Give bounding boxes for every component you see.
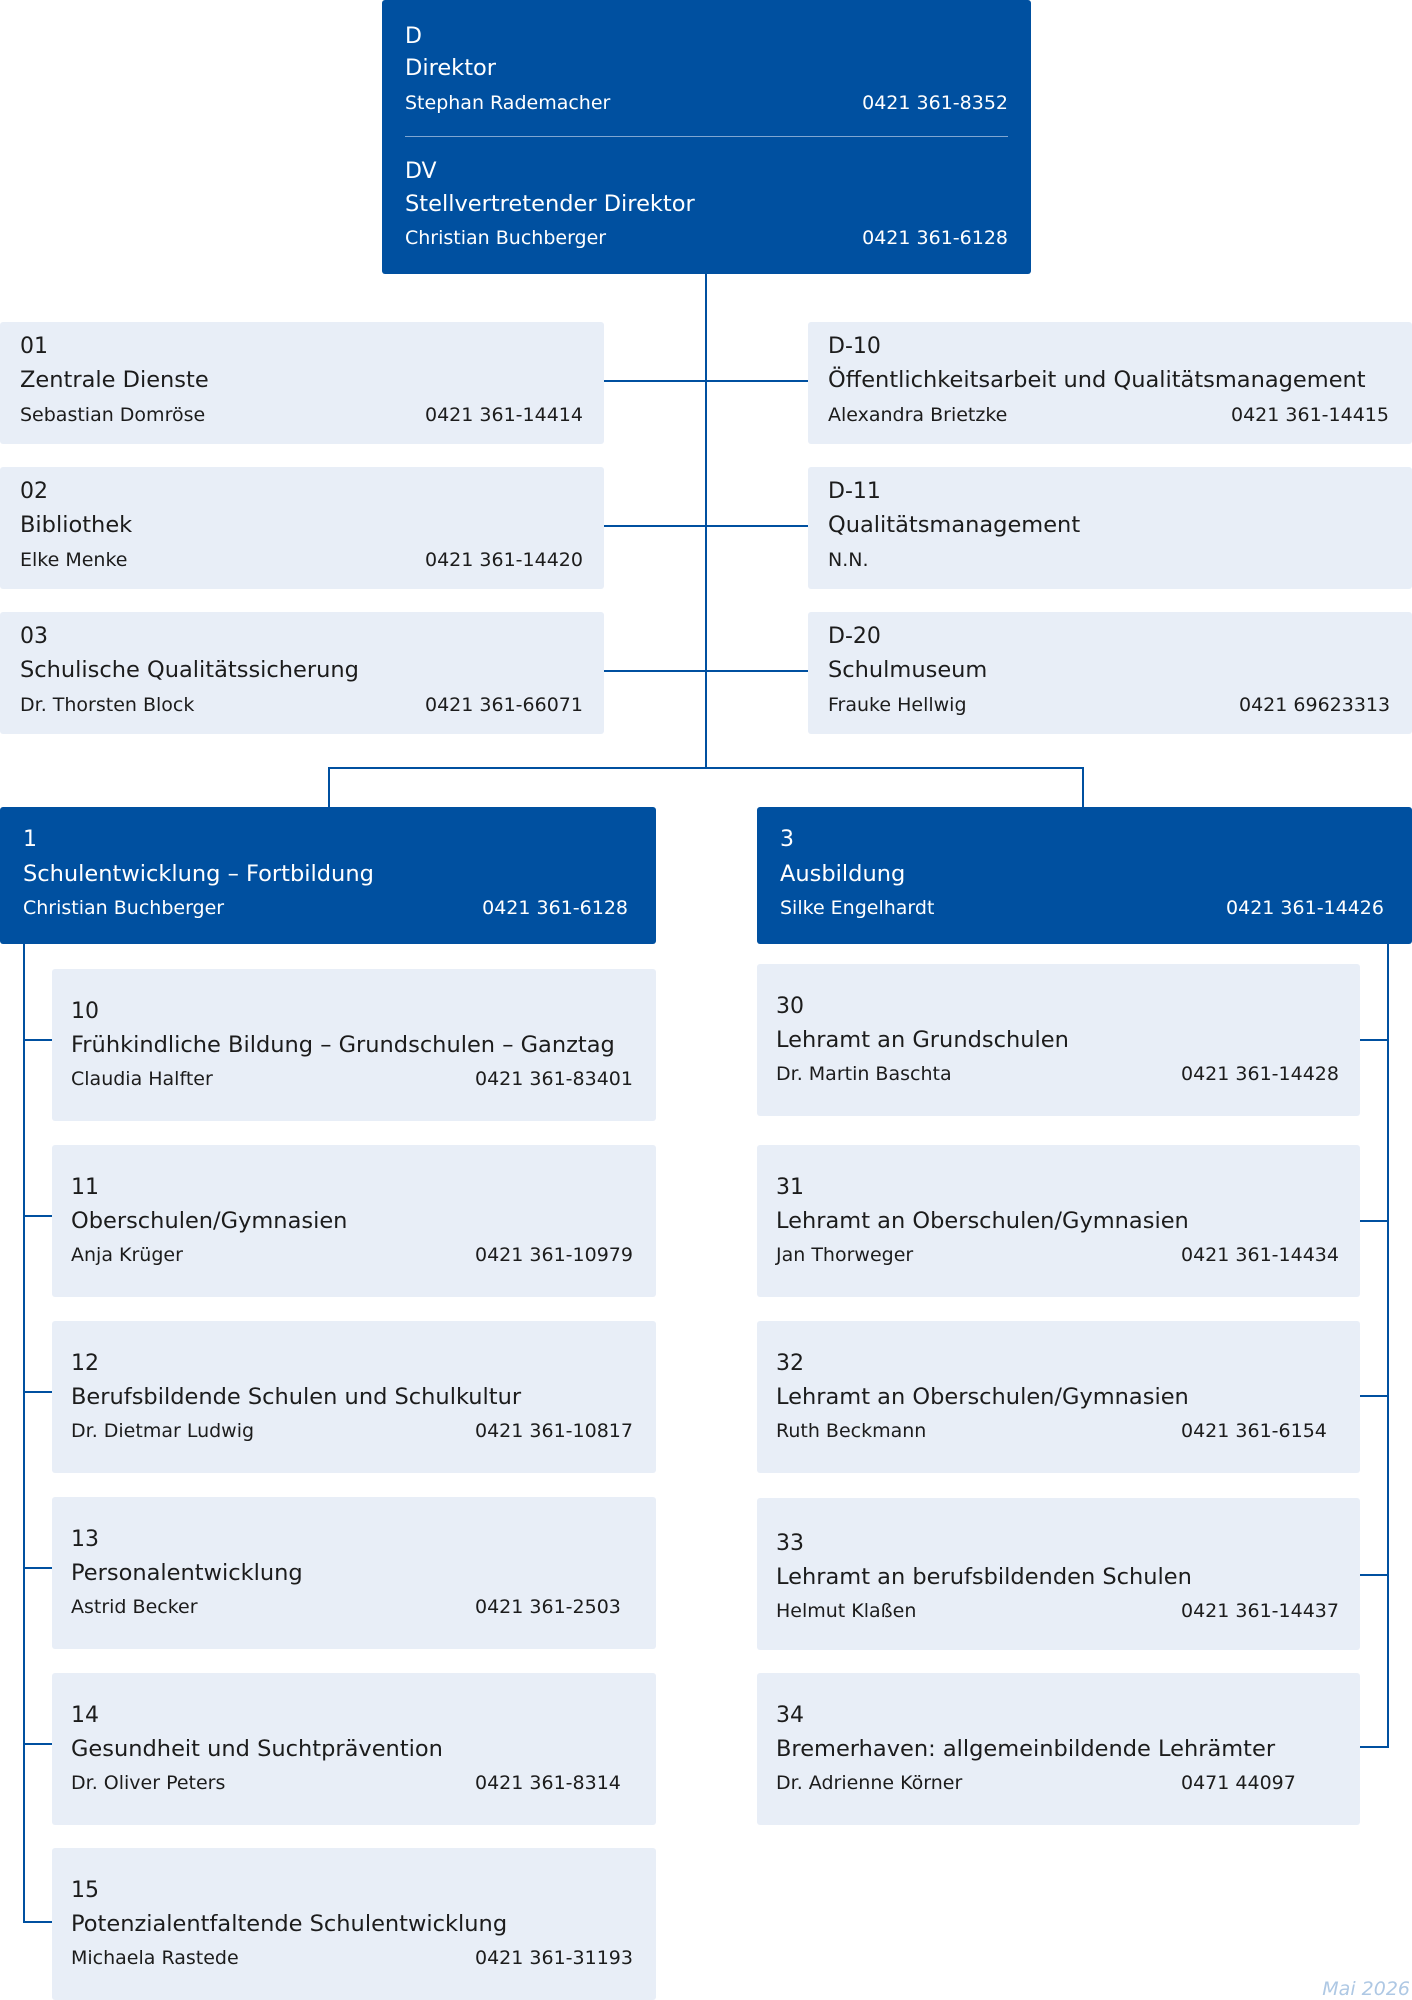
unit-phone: 0421 361-83401 bbox=[475, 1068, 633, 1090]
department-head: Christian Buchberger bbox=[23, 897, 225, 919]
unit-code: 03 bbox=[20, 624, 48, 649]
unit-code: 01 bbox=[20, 334, 48, 359]
unit-head: Dr. Oliver Peters bbox=[71, 1772, 226, 1794]
unit-phone: 0421 361-14437 bbox=[1181, 1600, 1339, 1622]
unit-phone: 0421 361-10817 bbox=[475, 1420, 633, 1442]
unit-code: 10 bbox=[71, 999, 99, 1024]
unit-phone: 0421 361-14428 bbox=[1181, 1063, 1339, 1085]
unit-title: Personalentwicklung bbox=[71, 1560, 303, 1586]
unit-box-14 bbox=[52, 1673, 656, 1825]
connector-staff-01 bbox=[604, 380, 808, 382]
director-code: D bbox=[405, 24, 422, 49]
unit-head: Dr. Thorsten Block bbox=[20, 694, 195, 716]
connector-unit-33 bbox=[1360, 1574, 1389, 1576]
connector-dept-1-drop bbox=[328, 767, 330, 807]
connector-staff-03 bbox=[604, 670, 808, 672]
deputy-name: Christian Buchberger bbox=[405, 227, 607, 249]
department-code: 1 bbox=[23, 827, 37, 852]
unit-box-34 bbox=[757, 1673, 1360, 1825]
staff-box-d11 bbox=[808, 467, 1412, 589]
director-phone: 0421 361-8352 bbox=[862, 92, 1008, 114]
unit-box-15 bbox=[52, 1848, 656, 2000]
unit-title: Schulische Qualitätssicherung bbox=[20, 657, 359, 683]
department-box-1 bbox=[0, 807, 656, 944]
unit-head: Frauke Hellwig bbox=[828, 694, 967, 716]
footer-date: Mai 2026 bbox=[1322, 1978, 1410, 2000]
unit-head: Jan Thorweger bbox=[776, 1244, 914, 1266]
unit-title: Lehramt an berufsbildenden Schulen bbox=[776, 1564, 1192, 1590]
unit-box-12 bbox=[52, 1321, 656, 1473]
unit-title: Potenzialentfaltende Schulentwicklung bbox=[71, 1911, 508, 1937]
unit-head: Alexandra Brietzke bbox=[828, 404, 1008, 426]
unit-code: D-20 bbox=[828, 624, 881, 649]
unit-phone: 0421 361-14420 bbox=[425, 549, 583, 571]
unit-code: 14 bbox=[71, 1703, 99, 1728]
connector-unit-31 bbox=[1360, 1220, 1389, 1222]
unit-title: Lehramt an Oberschulen/Gymnasien bbox=[776, 1208, 1189, 1234]
unit-box-10 bbox=[52, 969, 656, 1121]
unit-phone: 0421 361-2503 bbox=[475, 1596, 621, 1618]
unit-code: D-10 bbox=[828, 334, 881, 359]
unit-head: Dr. Martin Baschta bbox=[776, 1063, 952, 1085]
unit-head: N.N. bbox=[828, 549, 869, 571]
unit-title: Schulmuseum bbox=[828, 657, 988, 683]
unit-box-11 bbox=[52, 1145, 656, 1297]
unit-head: Dr. Dietmar Ludwig bbox=[71, 1420, 255, 1442]
director-title: Direktor bbox=[405, 55, 497, 81]
unit-code: 30 bbox=[776, 994, 804, 1019]
unit-head: Dr. Adrienne Körner bbox=[776, 1772, 963, 1794]
unit-code: 31 bbox=[776, 1175, 804, 1200]
connector-dept-3-spine bbox=[1387, 944, 1389, 1748]
staff-box-02 bbox=[0, 467, 604, 589]
department-box-3 bbox=[757, 807, 1412, 944]
unit-title: Zentrale Dienste bbox=[20, 367, 209, 393]
connector-unit-34 bbox=[1360, 1746, 1389, 1748]
connector-dept-1-spine bbox=[23, 944, 25, 1923]
unit-box-33 bbox=[757, 1498, 1360, 1650]
deputy-title: Stellvertretender Direktor bbox=[405, 191, 695, 217]
staff-box-01 bbox=[0, 322, 604, 444]
unit-title: Frühkindliche Bildung – Grundschulen – Ganztag bbox=[71, 1032, 615, 1058]
connector-unit-15 bbox=[23, 1921, 52, 1923]
department-phone: 0421 361-14426 bbox=[1226, 897, 1384, 919]
unit-title: Berufsbildende Schulen und Schulkultur bbox=[71, 1384, 522, 1410]
connector-unit-10 bbox=[23, 1039, 52, 1041]
deputy-code: DV bbox=[405, 159, 437, 184]
unit-phone: 0421 361-8314 bbox=[475, 1772, 621, 1794]
unit-head: Claudia Halfter bbox=[71, 1068, 213, 1090]
unit-phone: 0421 361-14415 bbox=[1231, 404, 1389, 426]
unit-code: 11 bbox=[71, 1175, 99, 1200]
staff-box-d10 bbox=[808, 322, 1412, 444]
unit-head: Sebastian Domröse bbox=[20, 404, 206, 426]
unit-title: Gesundheit und Suchtprävention bbox=[71, 1736, 443, 1762]
unit-code: 15 bbox=[71, 1878, 99, 1903]
department-title: Schulentwicklung – Fortbildung bbox=[23, 861, 374, 887]
unit-phone: 0421 361-66071 bbox=[425, 694, 583, 716]
unit-title: Bremerhaven: allgemeinbildende Lehrämter bbox=[776, 1736, 1276, 1762]
connector-unit-32 bbox=[1360, 1395, 1389, 1397]
unit-phone: 0421 361-6154 bbox=[1181, 1420, 1327, 1442]
unit-code: D-11 bbox=[828, 479, 881, 504]
connector-unit-14 bbox=[23, 1743, 52, 1745]
director-divider bbox=[405, 136, 1008, 137]
unit-box-32 bbox=[757, 1321, 1360, 1473]
connector-unit-12 bbox=[23, 1391, 52, 1393]
unit-title: Lehramt an Oberschulen/Gymnasien bbox=[776, 1384, 1189, 1410]
unit-box-13 bbox=[52, 1497, 656, 1649]
connector-trunk bbox=[705, 274, 707, 769]
unit-phone: 0421 361-31193 bbox=[475, 1947, 633, 1969]
connector-unit-30 bbox=[1360, 1039, 1389, 1041]
connector-dept-bar bbox=[328, 767, 1084, 769]
department-title: Ausbildung bbox=[780, 861, 906, 887]
connector-unit-13 bbox=[23, 1567, 52, 1569]
unit-head: Michaela Rastede bbox=[71, 1947, 239, 1969]
unit-title: Bibliothek bbox=[20, 512, 133, 538]
unit-phone: 0421 361-14414 bbox=[425, 404, 583, 426]
unit-code: 02 bbox=[20, 479, 48, 504]
deputy-phone: 0421 361-6128 bbox=[862, 227, 1008, 249]
staff-box-d20 bbox=[808, 612, 1412, 734]
unit-code: 32 bbox=[776, 1351, 804, 1376]
unit-phone: 0421 361-10979 bbox=[475, 1244, 633, 1266]
unit-code: 13 bbox=[71, 1527, 99, 1552]
unit-phone: 0421 361-14434 bbox=[1181, 1244, 1339, 1266]
unit-code: 34 bbox=[776, 1703, 804, 1728]
unit-title: Oberschulen/Gymnasien bbox=[71, 1208, 348, 1234]
unit-head: Helmut Klaßen bbox=[776, 1600, 917, 1622]
department-code: 3 bbox=[780, 827, 794, 852]
connector-unit-11 bbox=[23, 1215, 52, 1217]
unit-head: Anja Krüger bbox=[71, 1244, 183, 1266]
unit-code: 12 bbox=[71, 1351, 99, 1376]
unit-phone: 0421 69623313 bbox=[1239, 694, 1391, 716]
unit-phone: 0471 44097 bbox=[1181, 1772, 1296, 1794]
unit-box-30 bbox=[757, 964, 1360, 1116]
staff-box-03 bbox=[0, 612, 604, 734]
unit-title: Lehramt an Grundschulen bbox=[776, 1027, 1069, 1053]
director-name: Stephan Rademacher bbox=[405, 92, 611, 114]
unit-code: 33 bbox=[776, 1531, 804, 1556]
unit-title: Qualitätsmanagement bbox=[828, 512, 1081, 538]
director-box bbox=[382, 0, 1031, 274]
department-phone: 0421 361-6128 bbox=[482, 897, 628, 919]
unit-title: Öffentlichkeitsarbeit und Qualitätsmanagement bbox=[828, 367, 1366, 393]
unit-head: Astrid Becker bbox=[71, 1596, 198, 1618]
connector-staff-02 bbox=[604, 525, 808, 527]
connector-dept-3-drop bbox=[1082, 767, 1084, 807]
department-head: Silke Engelhardt bbox=[780, 897, 935, 919]
unit-box-31 bbox=[757, 1145, 1360, 1297]
unit-head: Ruth Beckmann bbox=[776, 1420, 927, 1442]
unit-head: Elke Menke bbox=[20, 549, 128, 571]
